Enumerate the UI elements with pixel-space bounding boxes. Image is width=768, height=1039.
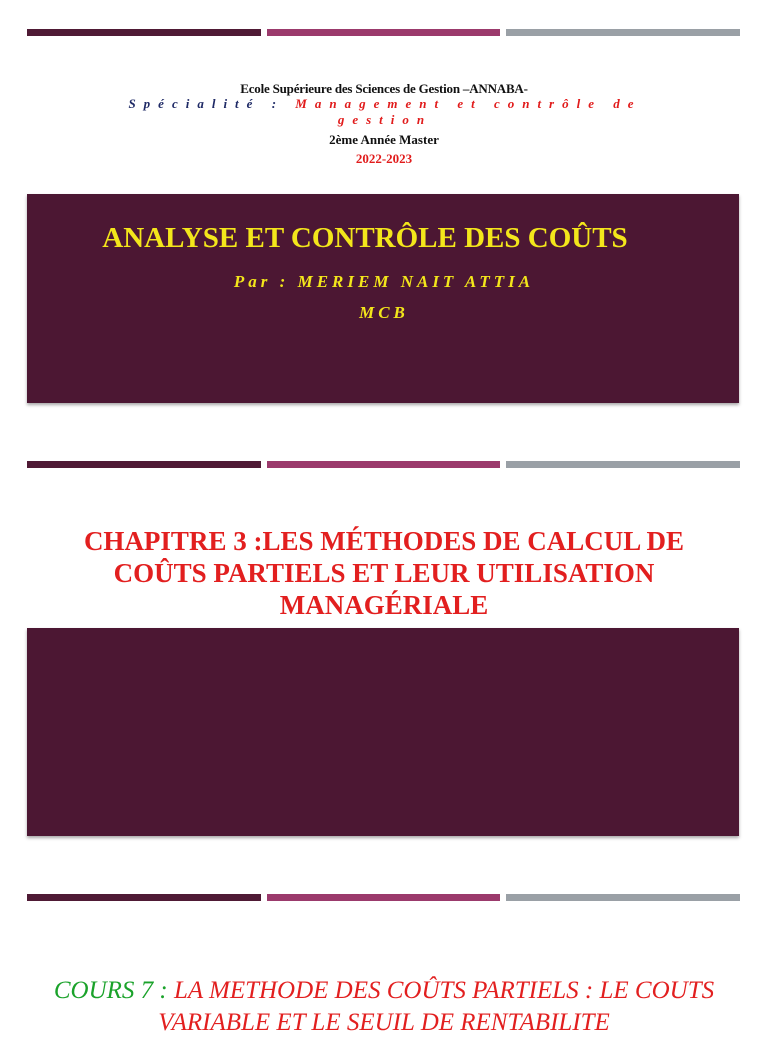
author-line: Par : MERIEM NAIT ATTIA xyxy=(233,272,535,291)
divider-bar-grey xyxy=(506,461,740,468)
specialty-label: Spécialité : xyxy=(128,96,285,111)
cours-title: LA METHODE DES COÛTS PARTIELS : LE COUTS VARIABLE ET LE SEUIL DE RENTABILITE xyxy=(158,977,715,1036)
school-name: Ecole Supérieure des Sciences de Gestion –ANNABA- xyxy=(240,81,528,96)
chapter-title: CHAPITRE 3 :LES MÉTHODES DE CALCUL DE COÛTS PARTIELS ET LEUR UTILISATION MANAGÉRIALE xyxy=(83,526,685,620)
specialty-value: Management et contrôle de gestion xyxy=(295,96,642,127)
divider-bar-magenta xyxy=(267,461,500,468)
study-year: 2ème Année Master xyxy=(329,132,439,147)
specialty-line xyxy=(80,96,690,128)
course-title: ANALYSE ET CONTRÔLE DES COÛTS xyxy=(102,222,628,254)
divider-bar-magenta xyxy=(267,29,500,36)
cours-heading xyxy=(20,975,748,1039)
author-grade: MCB xyxy=(359,303,409,322)
chapter-panel xyxy=(27,628,739,836)
divider-bar-magenta xyxy=(267,894,500,901)
divider-bar-plum xyxy=(27,29,261,36)
divider-bar-plum xyxy=(27,894,261,901)
academic-year: 2022-2023 xyxy=(355,151,413,166)
cours-number: COURS 7 : xyxy=(53,977,168,1004)
divider-bar-grey xyxy=(506,894,740,901)
divider-bar-plum xyxy=(27,461,261,468)
divider-bar-grey xyxy=(506,29,740,36)
